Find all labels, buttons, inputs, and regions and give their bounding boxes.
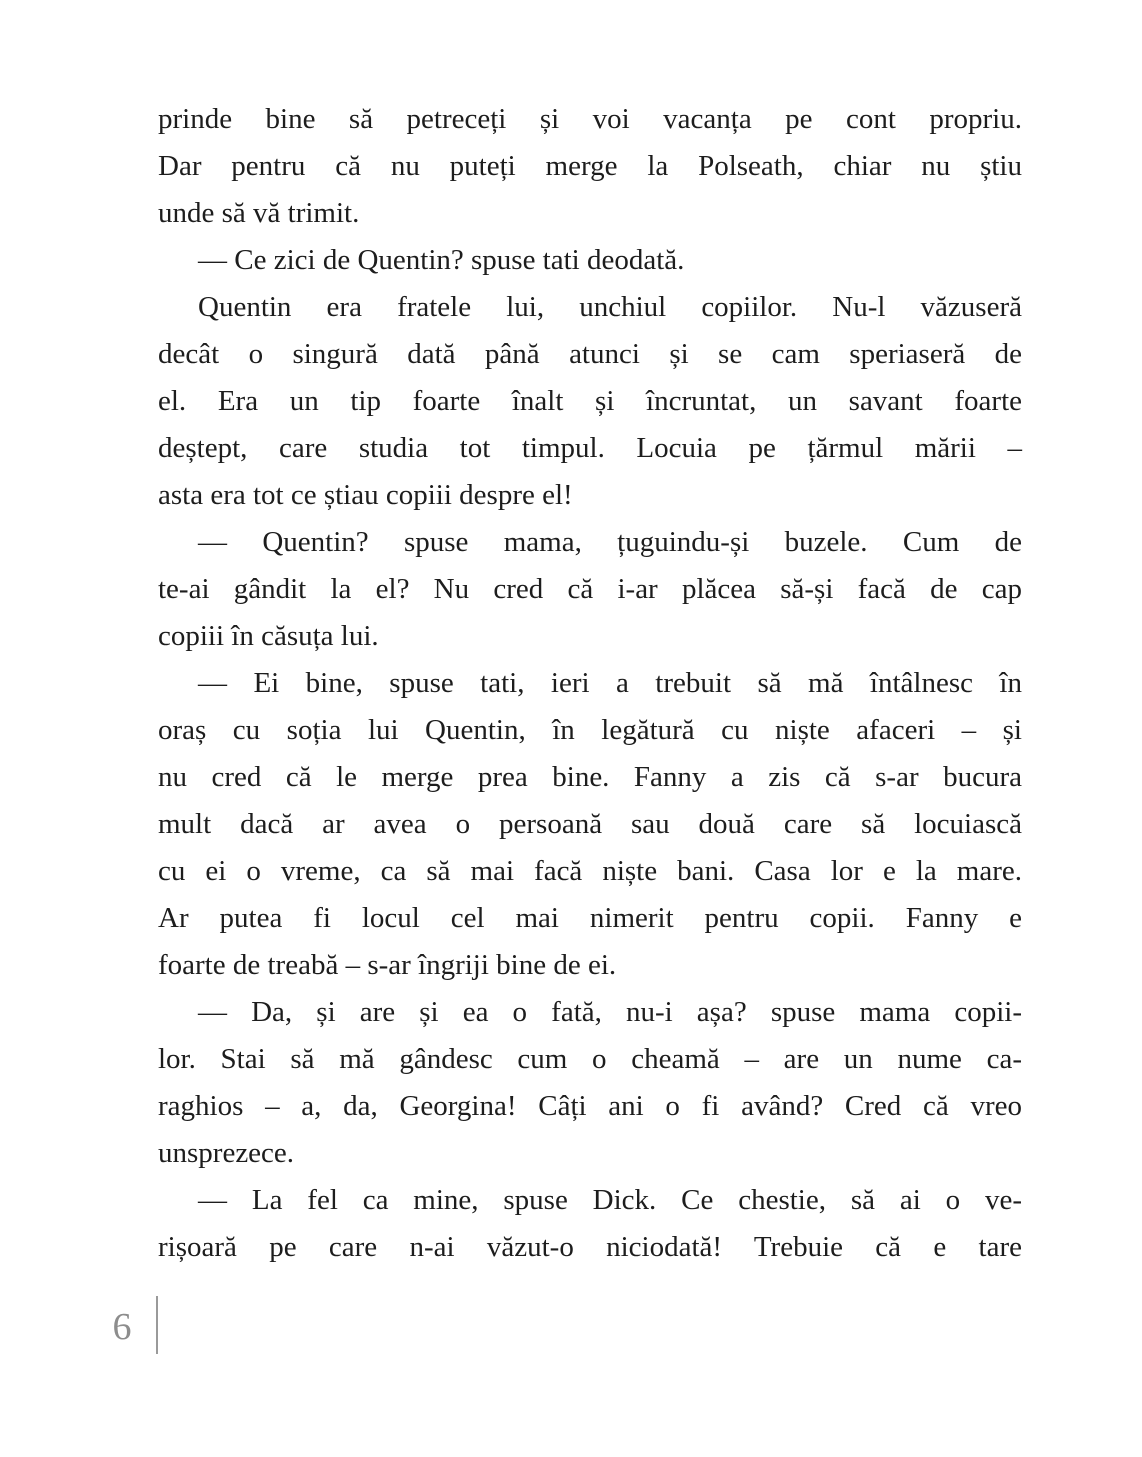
text-line: — Quentin? spuse mama, țuguindu-și buzele. Cum de [198, 526, 1022, 558]
text-line: el. Era un tip foarte înalt și încruntat, un savant foarte [158, 385, 1022, 417]
text-line: foarte de treabă – s-ar îngriji bine de ei. [158, 949, 617, 981]
text-line: mult dacă ar avea o persoană sau două care să locuiască [158, 808, 1022, 840]
text-line: te-ai gândit la el? Nu cred că i-ar plăcea să-și facă de cap [158, 573, 1022, 605]
text-line: unsprezece. [158, 1137, 295, 1169]
text-line: Quentin era fratele lui, unchiul copiilor. Nu-l văzuseră [198, 291, 1022, 323]
text-line: deștept, care studia tot timpul. Locuia pe țărmul mării – [158, 432, 1022, 464]
text-line: oraș cu soția lui Quentin, în legătură cu niște afaceri – și [158, 714, 1022, 746]
page-number: 6 [112, 1306, 132, 1348]
text-line: — Ei bine, spuse tati, ieri a trebuit să mă întâlnesc în [198, 667, 1022, 699]
text-line: — Ce zici de Quentin? spuse tati deodată. [198, 244, 685, 276]
footer-rule [156, 1296, 158, 1354]
text-line: prinde bine să petreceți și voi vacanța pe cont propriu. [158, 103, 1022, 135]
text-block [158, 96, 1022, 1271]
text-line: cu ei o vreme, ca să mai facă niște bani. Casa lor e la mare. [158, 855, 1022, 887]
text-line: rișoară pe care n-ai văzut-o niciodată! Trebuie că e tare [158, 1231, 1022, 1263]
text-line: lor. Stai să mă gândesc cum o cheamă – are un nume ca- [158, 1043, 1022, 1075]
text-line: nu cred că le merge prea bine. Fanny a zis că s-ar bucura [158, 761, 1022, 793]
text-line: unde să vă trimit. [158, 197, 360, 229]
text-line: copiii în căsuța lui. [158, 620, 379, 652]
text-line: Dar pentru că nu puteți merge la Polseath, chiar nu știu [158, 150, 1022, 182]
text-line: — Da, și are și ea o fată, nu-i așa? spuse mama copii- [198, 996, 1022, 1028]
text-line: raghios – a, da, Georgina! Câți ani o fi având? Cred că vreo [158, 1090, 1022, 1122]
text-line: Ar putea fi locul cel mai nimerit pentru copii. Fanny e [158, 902, 1022, 934]
text-line: — La fel ca mine, spuse Dick. Ce chestie, să ai o ve- [198, 1184, 1022, 1216]
text-line: decât o singură dată până atunci și se cam speriaseră de [158, 338, 1022, 370]
text-line: asta era tot ce știau copiii despre el! [158, 479, 573, 511]
